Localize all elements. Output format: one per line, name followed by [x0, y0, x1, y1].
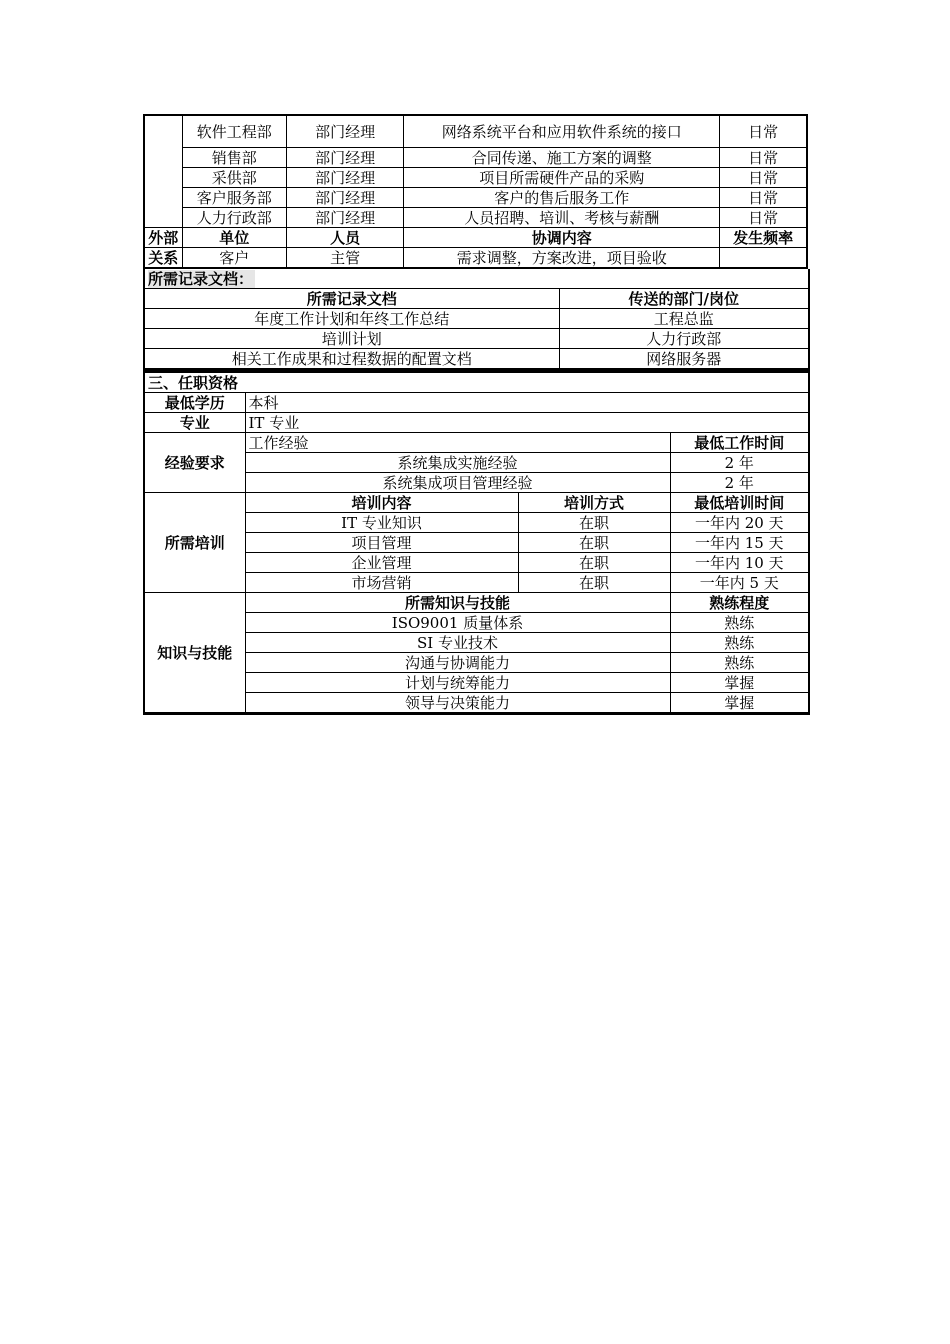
header-person: 人员 [286, 228, 403, 248]
coordination-content: 网络系统平台和应用软件系统的接口 [404, 115, 720, 148]
training-content: IT 专业知识 [245, 513, 518, 533]
training-content: 项目管理 [245, 533, 518, 553]
skill-level: 熟练 [670, 633, 809, 653]
training-method: 在职 [518, 553, 670, 573]
training-method: 在职 [518, 573, 670, 593]
qualifications-title-row [144, 372, 809, 393]
coordination-dept: 软件工程部 [182, 115, 286, 148]
major-label: 专业 [144, 413, 245, 433]
record-doc: 年度工作计划和年终工作总结 [144, 309, 559, 329]
training-label: 所需培训 [144, 493, 245, 593]
skill-item: 沟通与协调能力 [245, 653, 670, 673]
coordination-content: 人员招聘、培训、考核与薪酬 [404, 208, 720, 228]
record-dest: 工程总监 [559, 309, 809, 329]
coordination-dept: 客户服务部 [182, 188, 286, 208]
training-time: 一年内 10 天 [670, 553, 809, 573]
skill-level: 掌握 [670, 673, 809, 693]
skill-item: SI 专业技术 [245, 633, 670, 653]
records-header-row [144, 289, 809, 309]
coordination-row [144, 115, 807, 148]
record-doc: 培训计划 [144, 329, 559, 349]
training-time: 一年内 15 天 [670, 533, 809, 553]
training-method: 在职 [518, 513, 670, 533]
skill-item: 计划与统筹能力 [245, 673, 670, 693]
coordination-person: 部门经理 [286, 115, 403, 148]
experience-header: 工作经验 [245, 433, 670, 453]
skills-level-header: 熟练程度 [670, 593, 809, 613]
external-frequency [720, 248, 807, 269]
header-frequency: 发生频率 [720, 228, 807, 248]
coordination-table [143, 114, 808, 269]
coordination-row [144, 168, 807, 188]
coordination-frequency: 日常 [720, 115, 807, 148]
experience-label: 经验要求 [144, 433, 245, 493]
external-label: 关系 [144, 248, 182, 269]
coordination-person: 部门经理 [286, 188, 403, 208]
records-row [144, 329, 809, 349]
records-row [144, 309, 809, 329]
experience-item: 系统集成项目管理经验 [245, 473, 670, 493]
records-row [144, 349, 809, 370]
training-content: 市场营销 [245, 573, 518, 593]
skill-item: 领导与决策能力 [245, 693, 670, 714]
coordination-row [144, 188, 807, 208]
education-value: 本科 [245, 393, 809, 413]
coordination-frequency: 日常 [720, 188, 807, 208]
experience-time: 2 年 [670, 473, 809, 493]
header-content: 协调内容 [404, 228, 720, 248]
training-time: 一年内 5 天 [670, 573, 809, 593]
coordination-dept: 采供部 [182, 168, 286, 188]
training-time: 一年内 20 天 [670, 513, 809, 533]
skills-header-row [144, 593, 809, 613]
records-title-row [144, 269, 809, 289]
coordination-content: 合同传递、施工方案的调整 [404, 148, 720, 168]
coordination-content: 项目所需硬件产品的采购 [404, 168, 720, 188]
coordination-frequency: 日常 [720, 208, 807, 228]
external-unit: 客户 [182, 248, 286, 269]
external-content: 需求调整，方案改进，项目验收 [404, 248, 720, 269]
education-label: 最低学历 [144, 393, 245, 413]
coordination-person: 部门经理 [286, 208, 403, 228]
experience-time: 2 年 [670, 453, 809, 473]
skills-header: 所需知识与技能 [245, 593, 670, 613]
training-method: 在职 [518, 533, 670, 553]
coordination-row [144, 208, 807, 228]
coordination-frequency: 日常 [720, 148, 807, 168]
coordination-person: 部门经理 [286, 148, 403, 168]
major-value: IT 专业 [245, 413, 809, 433]
coordination-frequency: 日常 [720, 168, 807, 188]
records-header-dest: 传送的部门/岗位 [559, 289, 809, 309]
coordination-dept: 人力行政部 [182, 208, 286, 228]
training-time-header: 最低培训时间 [670, 493, 809, 513]
training-method-header: 培训方式 [518, 493, 670, 513]
header-unit: 单位 [182, 228, 286, 248]
training-content: 企业管理 [245, 553, 518, 573]
skill-level: 掌握 [670, 693, 809, 714]
qualifications-table [143, 370, 810, 715]
experience-header-row [144, 433, 809, 453]
training-header-row [144, 493, 809, 513]
records-title: 所需记录文档： [148, 269, 254, 288]
education-row [144, 393, 809, 413]
skill-item: ISO9001 质量体系 [245, 613, 670, 633]
coordination-row [144, 148, 807, 168]
skill-level: 熟练 [670, 613, 809, 633]
skill-level: 熟练 [670, 653, 809, 673]
record-dest: 网络服务器 [559, 349, 809, 370]
external-person: 主管 [286, 248, 403, 269]
coordination-dept: 销售部 [182, 148, 286, 168]
coordination-content: 客户的售后服务工作 [404, 188, 720, 208]
records-table [143, 269, 810, 370]
external-header-row [144, 228, 807, 248]
major-row [144, 413, 809, 433]
external-row [144, 248, 807, 269]
external-label: 外部 [144, 228, 182, 248]
record-dest: 人力行政部 [559, 329, 809, 349]
section-title: 三、任职资格 [144, 372, 809, 393]
experience-time-header: 最低工作时间 [670, 433, 809, 453]
job-description-page [143, 114, 808, 715]
experience-item: 系统集成实施经验 [245, 453, 670, 473]
record-doc: 相关工作成果和过程数据的配置文档 [144, 349, 559, 370]
internal-relation-cell [144, 115, 182, 228]
training-content-header: 培训内容 [245, 493, 518, 513]
coordination-person: 部门经理 [286, 168, 403, 188]
skills-label: 知识与技能 [144, 593, 245, 714]
records-header-doc: 所需记录文档 [144, 289, 559, 309]
